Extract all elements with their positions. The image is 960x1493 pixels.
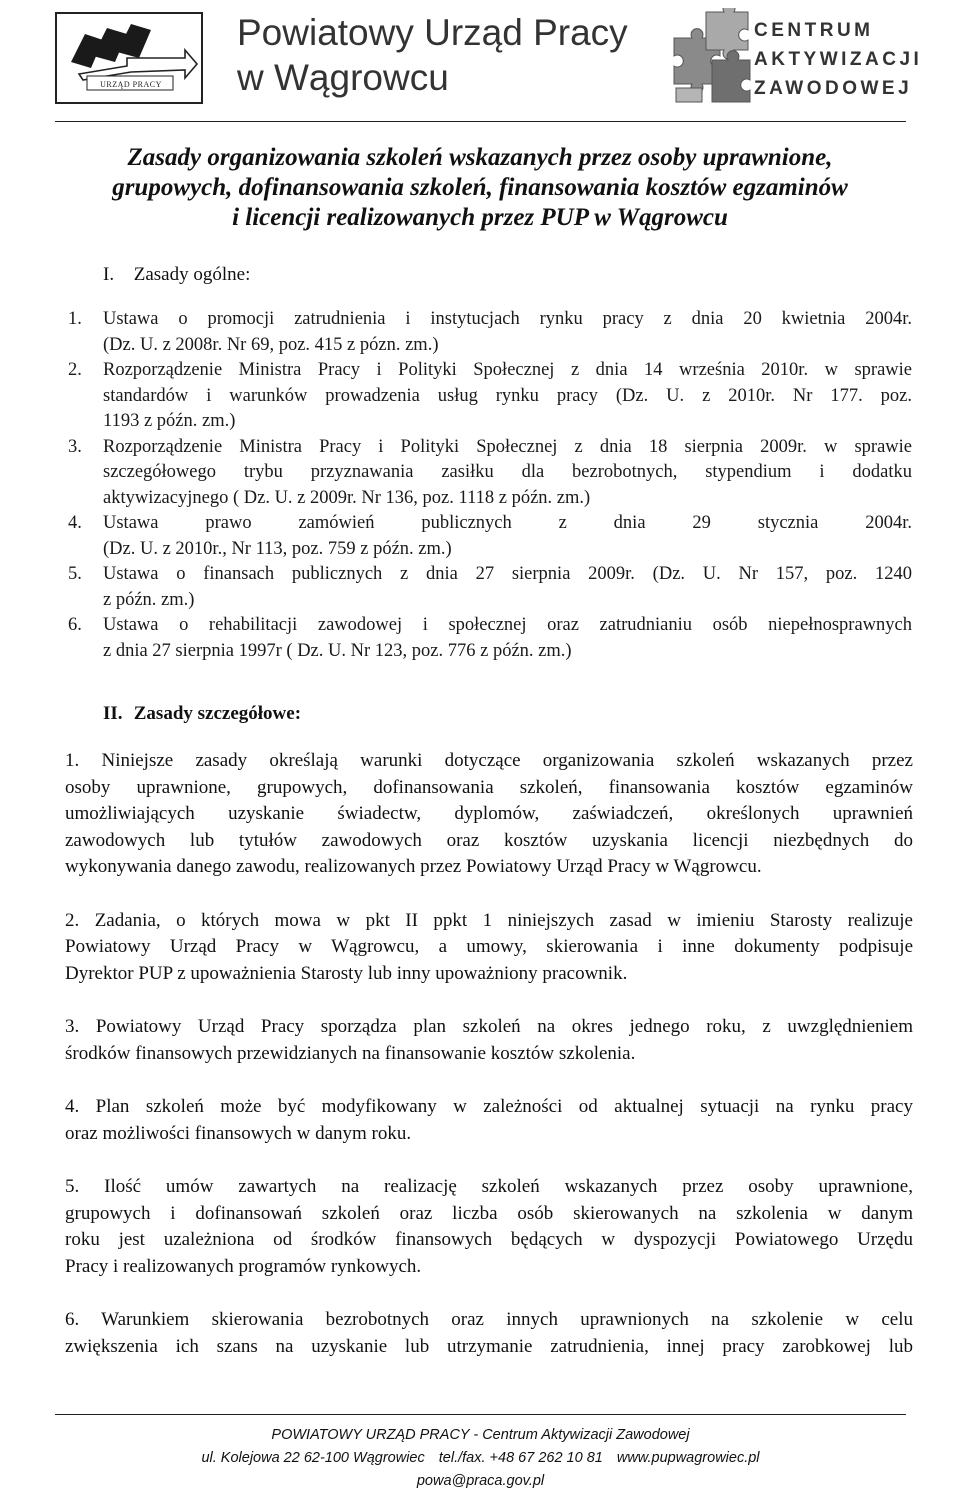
legal-basis-item [68,613,912,664]
rule-paragraph [65,1307,913,1360]
legal-basis-number: 2. [68,360,82,380]
footer-website[interactable]: www.pupwagrowiec.pl [616,1450,760,1466]
legal-basis-number: 6. [68,615,82,635]
rule-line: środków finansowych przewidzianych na finansowanie kosztów szkolenia. [65,1042,636,1064]
footer-email[interactable]: powa@praca.gov.pl [416,1473,545,1489]
legal-basis-item [68,511,912,562]
header-divider [55,121,906,122]
legal-basis-line: standardów i warunków prowadzenia usług rynku pracy (Dz. U. z 2010r. Nr 177. poz. [103,385,912,406]
legal-basis-line: Rozporządzenie Ministra Pracy i Polityki Społecznej z dnia 18 sierpnia 2009r. w sprawie [103,436,912,457]
footer-divider [55,1414,906,1415]
legal-basis-line: (Dz. U. z 2010r., Nr 113, poz. 759 z późn. zm.) [103,538,452,559]
cav-logo-line-2: AKTYWIZACJI [754,49,923,70]
legal-basis-line: z dnia 27 sierpnia 1997r ( Dz. U. Nr 123, poz. 776 z późn. zm.) [103,640,572,661]
document-title-line-3: i licencji realizowanych przez PUP w Wągrowcu [232,204,728,231]
section-2-number: II. [103,703,123,724]
legal-basis-line: Ustawa o finansach publicznych z dnia 27 sierpnia 2009r. (Dz. U. Nr 157, poz. 1240 [103,564,912,584]
rule-paragraph [65,908,913,988]
legal-basis-line: Ustawa o promocji zatrudnienia i instytucjach rynku pracy z dnia 20 kwietnia 2004r. [103,309,912,329]
rule-paragraph [65,1094,913,1147]
legal-basis-line: aktywizacyjnego ( Dz. U. z 2009r. Nr 136, poz. 1118 z późn. zm.) [103,487,591,508]
office-name-line-2: w Wągrowcu [237,57,449,98]
cav-logo-text [754,16,922,103]
rule-line: 5. Ilość umów zawartych na realizację szkoleń wskazanych przez osoby uprawnione, [65,1176,913,1197]
legal-basis-number: 5. [68,564,82,584]
section-1-title: Zasady ogólne: [133,264,251,285]
legal-basis-item [68,562,912,613]
legal-basis-line: szczegółowego trybu przyznawania zasiłku dla bezrobotnych, stypendium i dodatku [103,462,912,482]
rule-line: zawodowych lub tytułów zawodowych oraz kosztów uzyskania licencji niezbędnych do [65,829,913,851]
rule-line: Pracy i realizowanych programów rynkowych. [65,1255,422,1277]
cav-logo-line-1: CENTRUM [754,20,874,41]
footer-address: ul. Kolejowa 22 62-100 Wągrowiec [201,1450,425,1466]
section-1-heading [103,262,250,288]
cav-logo-line-3: ZAWODOWEJ [754,78,913,99]
rule-line: 3. Powiatowy Urząd Pracy sporządza plan szkoleń na okres jednego roku, z uwzględnieniem [65,1016,913,1037]
pup-logo [55,12,203,104]
legal-basis-item [68,307,912,358]
rule-line: umożliwiających uzyskanie świadectw, dyplomów, zaświadczeń, określonych uprawnień [65,803,913,824]
legal-basis-line: Ustawa prawo zamówień publicznych z dnia 29 stycznia 2004r. [103,513,912,533]
puzzle-icon [668,8,754,106]
footer-org: POWIATOWY URZĄD PRACY - Centrum Aktywizacji Zawodowej [271,1427,690,1443]
office-name-line-1: Powiatowy Urząd Pracy [237,12,628,53]
rule-paragraph [65,1174,913,1280]
rule-line: grupowych i dofinansowań szkoleń oraz liczba osób skierowanych na szkolenia w danym [65,1202,913,1224]
legal-basis-item [68,435,912,512]
section-1-number: I. [103,264,115,285]
rule-line: 1. Niniejsze zasady określają warunki dotyczące organizowania szkoleń wskazanych przez [65,750,913,771]
legal-basis-line: 1193 z późn. zm.) [103,411,236,431]
document-title-line-2: grupowych, dofinansowania szkoleń, finansowania kosztów egzaminów [112,174,848,201]
rule-line: oraz możliwości finansowych w danym roku. [65,1122,412,1144]
rule-line: 2. Zadania, o których mowa w pkt II ppkt 1 niniejszych zasad w imieniu Starosty realizuje [65,909,913,931]
rule-line: Dyrektor PUP z upoważnienia Starosty lub inny upoważniony pracownik. [65,962,628,984]
cav-logo [668,8,923,106]
legal-basis-line: (Dz. U. z 2008r. Nr 69, poz. 415 z pózn. zm.) [103,334,439,355]
rule-line: Powiatowy Urząd Pracy w Wągrowcu, a umowy, skierowania i inne dokumenty podpisuje [65,936,913,957]
legal-basis-list [68,307,912,664]
section-2-heading [103,701,301,727]
legal-basis-line: Rozporządzenie Ministra Pracy i Polityki Społecznej z dnia 14 września 2010r. w sprawie [103,360,912,380]
rule-line: zwiększenia ich szans na uzyskanie lub utrzymanie zatrudnienia, innej pracy zarobkowej lub [65,1335,913,1357]
document-title-line-1: Zasady organizowania szkoleń wskazanych przez osoby uprawnione, [127,144,833,171]
legal-basis-item [68,358,912,435]
rule-line: 6. Warunkiem skierowania bezrobotnych oraz innych uprawnionych na szkolenie w celu [65,1309,913,1330]
legal-basis-number: 1. [68,309,82,329]
legal-basis-number: 3. [68,436,82,457]
footer-contact [55,1447,906,1470]
office-name [237,10,628,100]
legal-basis-line: Ustawa o rehabilitacji zawodowej i społecznej oraz zatrudnianiu osób niepełnosprawnych [103,615,912,635]
rule-line: 4. Plan szkoleń może być modyfikowany w zależności od aktualnej sytuacji na rynku pracy [65,1096,913,1117]
footer-phone: tel./fax. +48 67 262 10 81 [438,1450,603,1466]
rule-line: roku jest uzależniona od środków finansowych będących w dyspozycji Powiatowego Urzędu [65,1229,913,1250]
section-2-title: Zasady szczegółowe: [133,703,302,724]
rule-line: osoby uprawnione, grupowych, dofinansowania szkoleń, finansowania kosztów egzaminów [65,776,913,798]
legal-basis-line: z późn. zm.) [103,589,195,610]
detailed-rules [65,748,913,1387]
rule-paragraph [65,748,913,881]
footer [55,1424,906,1493]
rule-paragraph [65,1014,913,1067]
document-title [70,143,890,233]
rule-line: wykonywania danego zawodu, realizowanych przez Powiatowy Urząd Pracy w Wągrowcu. [65,856,762,877]
legal-basis-number: 4. [68,513,82,533]
pup-logo-text: URZĄD PRACY [100,80,162,89]
